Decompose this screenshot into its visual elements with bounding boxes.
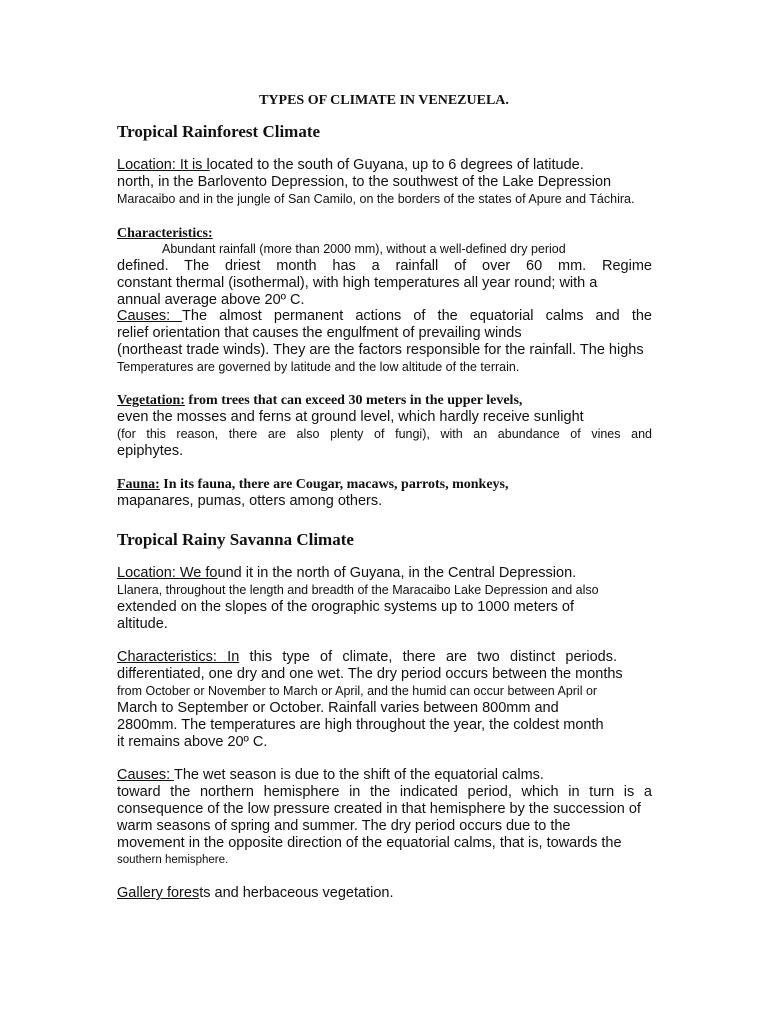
savanna-characteristics-line: differentiated, one dry and one wet. The dry period occurs between the months [117,666,623,682]
rainforest-fauna-line [117,476,509,493]
vegetation-text: from trees that can exceed 30 meters in the upper levels, [184,393,523,408]
savanna-causes-line: movement in the opposite direction of the equatorial calms, that is, towards the [117,835,622,851]
causes-label: Causes: [117,767,174,783]
characteristics-label: Characteristics: In [117,649,240,665]
rainforest-characteristics-label: Characteristics: [117,226,213,241]
savanna-characteristics-line: from October or November to March or April, and the humid can occur between April or [117,684,598,698]
savanna-characteristics-line: 2800mm. The temperatures are high throughout the year, the coldest month [117,717,604,733]
savanna-causes-line: toward the northern hemisphere in the indicated period, which in turn is a [117,784,652,800]
characteristics-text: this type of climate, there are two distinct periods. [239,649,617,665]
rainforest-characteristics-line: constant thermal (isothermal), with high temperatures all year round; with a [117,275,598,291]
location-label: Location: We fo [117,565,218,581]
rainforest-characteristics-line: annual average above 20º C. [117,292,305,308]
rainforest-causes-line: Temperatures are governed by latitude and the low altitude of the terrain. [117,360,520,374]
rainforest-location-line [117,157,584,174]
savanna-causes-line: warm seasons of spring and summer. The dry period occurs due to the [117,818,571,834]
rainforest-vegetation-line [117,392,522,409]
gallery-label: Gallery fores [117,885,200,901]
rainforest-fauna-line: mapanares, pumas, otters among others. [117,493,383,509]
document-title: TYPES OF CLIMATE IN VENEZUELA. [259,93,509,108]
causes-text: The almost permanent actions of the equatorial calms and the [182,308,652,324]
rainforest-characteristics-line: defined. The driest month has a rainfall of over 60 mm. Regime [117,258,652,274]
savanna-gallery-line [117,885,393,902]
location-label: Location: It is l [117,157,210,173]
savanna-characteristics-line: March to September or October. Rainfall varies between 800mm and [117,700,559,716]
savanna-characteristics-line [117,649,617,666]
fauna-text: In its fauna, there are Cougar, macaws, parrots, monkeys, [159,477,509,492]
savanna-causes-line: consequence of the low pressure created in that hemisphere by the succession of [117,801,641,817]
savanna-location-line: Llanera, throughout the length and breadth of the Maracaibo Lake Depression and also [117,583,599,597]
rainforest-vegetation-line: (for this reason, there are also plenty of fungi), with an abundance of vines and [117,427,652,441]
rainforest-location-line: Maracaibo and in the jungle of San Camilo, on the borders of the states of Apure and Táchira. [117,192,635,206]
gallery-text: ts and herbaceous vegetation. [199,885,394,901]
rainforest-characteristics-line: Abundant rainfall (more than 2000 mm), without a well-defined dry period [162,242,566,256]
savanna-causes-line: southern hemisphere. [117,854,229,866]
rainforest-location-line: north, in the Barlovento Depression, to the southwest of the Lake Depression [117,174,612,190]
savanna-location-line [117,565,576,582]
savanna-location-line: altitude. [117,616,168,632]
savanna-characteristics-line: it remains above 20º C. [117,734,268,750]
rainforest-causes-line [117,308,652,325]
causes-text: The wet season is due to the shift of the equatorial calms. [173,767,544,783]
rainforest-vegetation-line: even the mosses and ferns at ground level, which hardly receive sunlight [117,409,584,425]
vegetation-label: Vegetation: [117,393,185,408]
rainforest-causes-line: relief orientation that causes the engulfment of prevailing winds [117,325,522,341]
causes-label: Causes: [117,308,183,324]
rainforest-vegetation-line: epiphytes. [117,443,184,459]
fauna-label: Fauna: [117,477,160,492]
savanna-causes-line [117,767,544,784]
rainforest-heading: Tropical Rainforest Climate [117,122,321,141]
location-text: und it in the north of Guyana, in the Central Depression. [217,565,577,581]
rainforest-causes-line: (northeast trade winds). They are the factors responsible for the rainfall. The highs [117,342,644,358]
savanna-heading: Tropical Rainy Savanna Climate [117,530,354,549]
location-text: ocated to the south of Guyana, up to 6 degrees of latitude. [209,157,584,173]
savanna-location-line: extended on the slopes of the orographic systems up to 1000 meters of [117,599,575,615]
